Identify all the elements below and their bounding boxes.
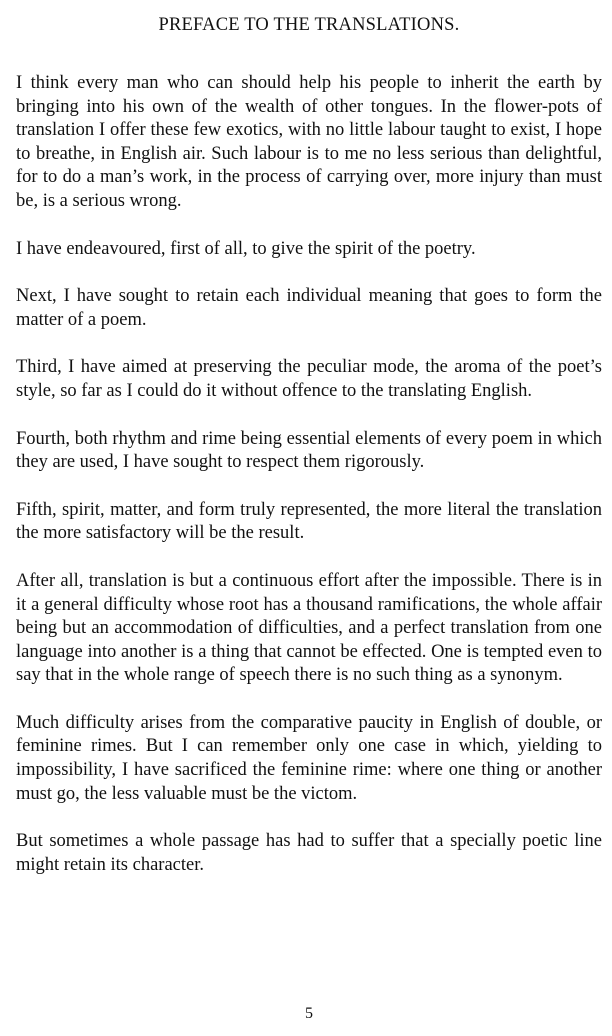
paragraph-spirit: I have endeavoured, first of all, to give the spirit of the poetry.	[16, 238, 476, 259]
paragraph-meaning: Next, I have sought to retain each individual meaning that goes to form the matter of a poem.	[16, 286, 602, 330]
paragraph-poetic-line: But sometimes a whole passage has had to suffer that a specially poetic line might retain its character.	[16, 831, 602, 875]
document-page	[16, 0, 602, 1036]
paragraph-feminine-rimes: Much difficulty arises from the comparative paucity in English of double, or feminine rimes. But I can remember only one case in which, yielding to impossibility, I have sacrificed the feminine rime: where one thing or another must go, the less valuable must be the victom.	[16, 712, 602, 804]
paragraph-style: Third, I have aimed at preserving the peculiar mode, the aroma of the poet’s style, so far as I could do it without offence to the translating English.	[16, 357, 602, 401]
paragraph-intro: I think every man who can should help his people to inherit the earth by bringing into his own of the wealth of other tongues. In the flower-pots of translation I offer these few exotics, with no little labour taught to exist, I hope to breathe, in English air. Such labour is to me no less serious than delightful, for to do a man’s work, in the process of carrying over, more injury than must be, is a serious wrong.	[16, 73, 602, 211]
paragraph-literal: Fifth, spirit, matter, and form truly represented, the more literal the translation the more satisfactory will be the result.	[16, 499, 602, 544]
page-title: PREFACE TO THE TRANSLATIONS.	[158, 15, 460, 35]
page-number: 5	[305, 1005, 313, 1022]
paragraph-impossible: After all, translation is but a continuous effort after the impossible. There is in it a general difficulty whose root has a thousand ramifications, the whole affair being but an accommodation of difficulties, and a perfect translation from one language into another is a thing that cannot be effected. One is tempted even to say that in the whole range of speech there is no such thing as a synonym.	[16, 570, 602, 686]
body-text	[16, 72, 602, 877]
paragraph-rhythm-rime: Fourth, both rhythm and rime being essential elements of every poem in which they are used, I have sought to respect them rigorously.	[16, 428, 602, 473]
